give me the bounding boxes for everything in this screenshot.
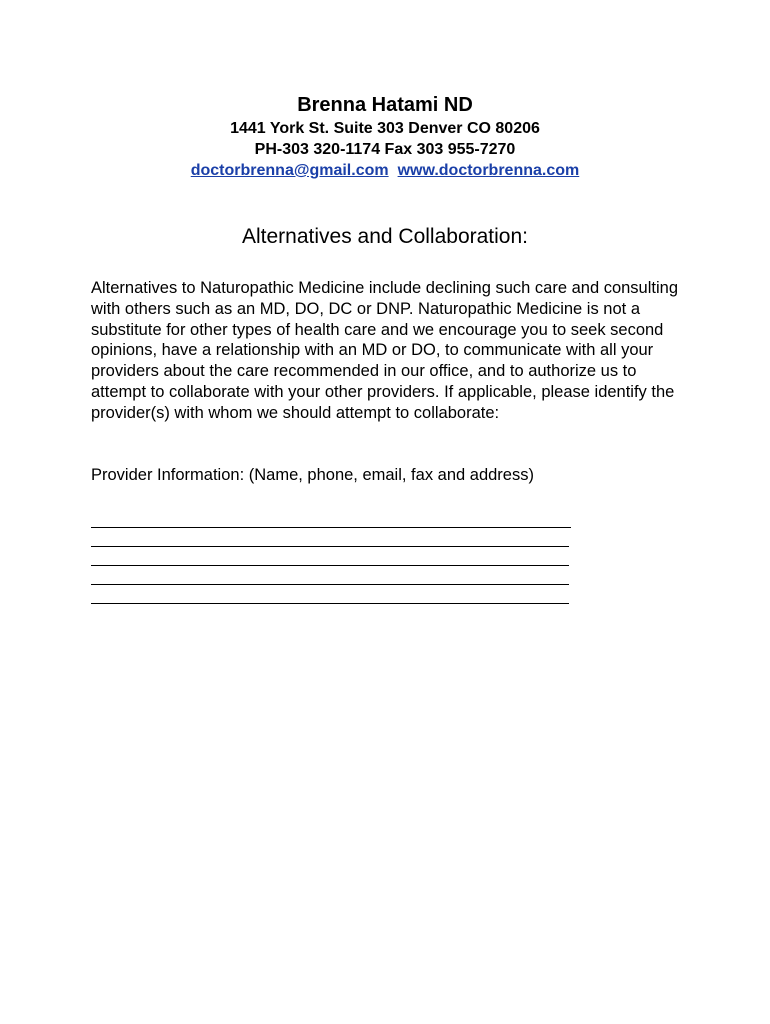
office-address: 1441 York St. Suite 303 Denver CO 80206: [230, 120, 540, 137]
fill-in-line[interactable]: [91, 509, 571, 528]
email-link[interactable]: doctorbrenna@gmail.com: [190, 162, 389, 179]
phone-fax-line: PH-303 320-1174 Fax 303 955-7270: [254, 141, 516, 158]
fill-in-line[interactable]: [91, 528, 569, 547]
provider-info-label: Provider Information: (Name, phone, email, fax and address): [91, 466, 534, 484]
letterhead: [0, 92, 770, 181]
section-title: Alternatives and Collaboration:: [241, 225, 528, 248]
contact-links: [0, 160, 770, 181]
doctor-name: Brenna Hatami ND: [297, 94, 473, 116]
fill-in-line[interactable]: [91, 585, 569, 604]
provider-info-fill-lines: [91, 509, 571, 604]
fill-in-line[interactable]: [91, 566, 569, 585]
fill-in-line[interactable]: [91, 547, 569, 566]
website-link[interactable]: www.doctorbrenna.com: [397, 162, 580, 179]
alternatives-paragraph: Alternatives to Naturopathic Medicine include declining such care and consulting with others such as an MD, DO, DC or DNP. Naturopathic Medicine is not a substitute for other types of health care and we encourage you to seek second opinions, have a relationship with an MD or DO, to communicate with all your providers about the care recommended in our office, and to authorize us to attempt to collaborate with your other providers. If applicable, please identify the provider(s) with whom we should attempt to collaborate:: [91, 279, 679, 422]
